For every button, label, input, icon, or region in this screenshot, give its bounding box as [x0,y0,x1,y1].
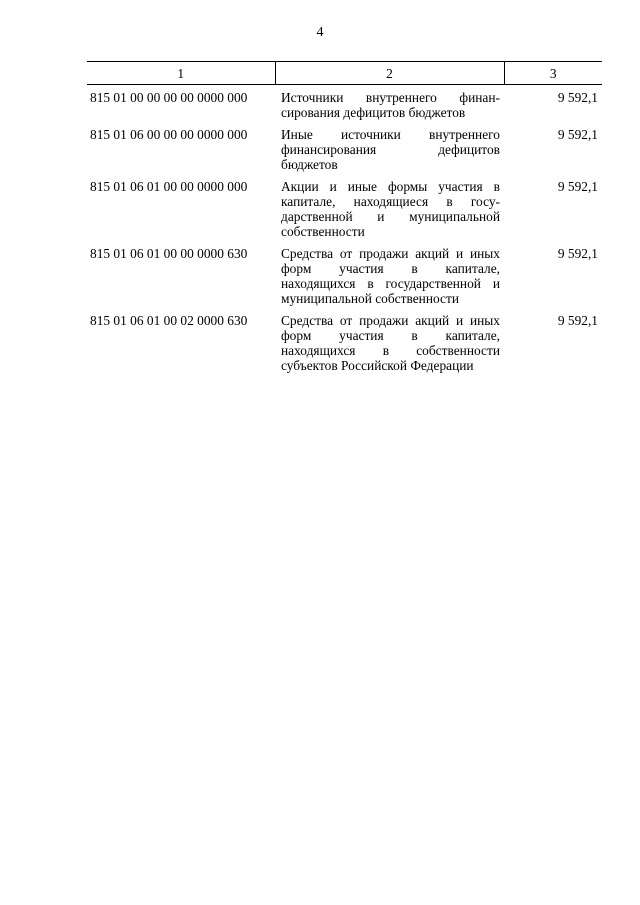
column-header-name: 2 [275,62,504,85]
table-header [87,62,602,85]
table-row [87,85,602,123]
row-name: Иные источники внутреннего финансирования дефицитов бюджетов [281,127,500,172]
table-row [87,122,602,174]
row-name: Средства от продажи акций и иных форм участия в капитале, находящихся в государственной и муниципальной собственности [281,246,500,306]
row-code: 815 01 06 01 00 02 0000 630 [90,313,248,328]
row-amount: 9 592,1 [557,179,598,194]
column-header-code: 1 [87,62,275,85]
row-amount: 9 592,1 [557,313,598,328]
header-row [87,62,602,85]
row-name: Источники внутреннего финансирования дефицитов бюджетов [281,90,500,120]
row-amount: 9 592,1 [557,246,598,261]
row-amount: 9 592,1 [557,90,598,105]
table-row [87,174,602,241]
table-row [87,308,602,375]
table-row [87,241,602,308]
row-name: Средства от продажи акций и иных форм участия в капитале, находящихся в собственности субъектов Российской Федерации [281,313,500,373]
row-code: 815 01 06 01 00 00 0000 000 [90,179,248,194]
row-code: 815 01 00 00 00 00 0000 000 [90,90,248,105]
page-number: 4 [316,25,324,40]
budget-sources-table [87,61,602,375]
table-body [87,85,602,376]
row-name: Акции и иные формы участия в капитале, находящиеся в государственной и муниципальной собственности [281,179,500,239]
column-header-amount: 3 [504,62,602,85]
row-amount: 9 592,1 [557,127,598,142]
row-code: 815 01 06 01 00 00 0000 630 [90,246,248,261]
row-code: 815 01 06 00 00 00 0000 000 [90,127,248,142]
